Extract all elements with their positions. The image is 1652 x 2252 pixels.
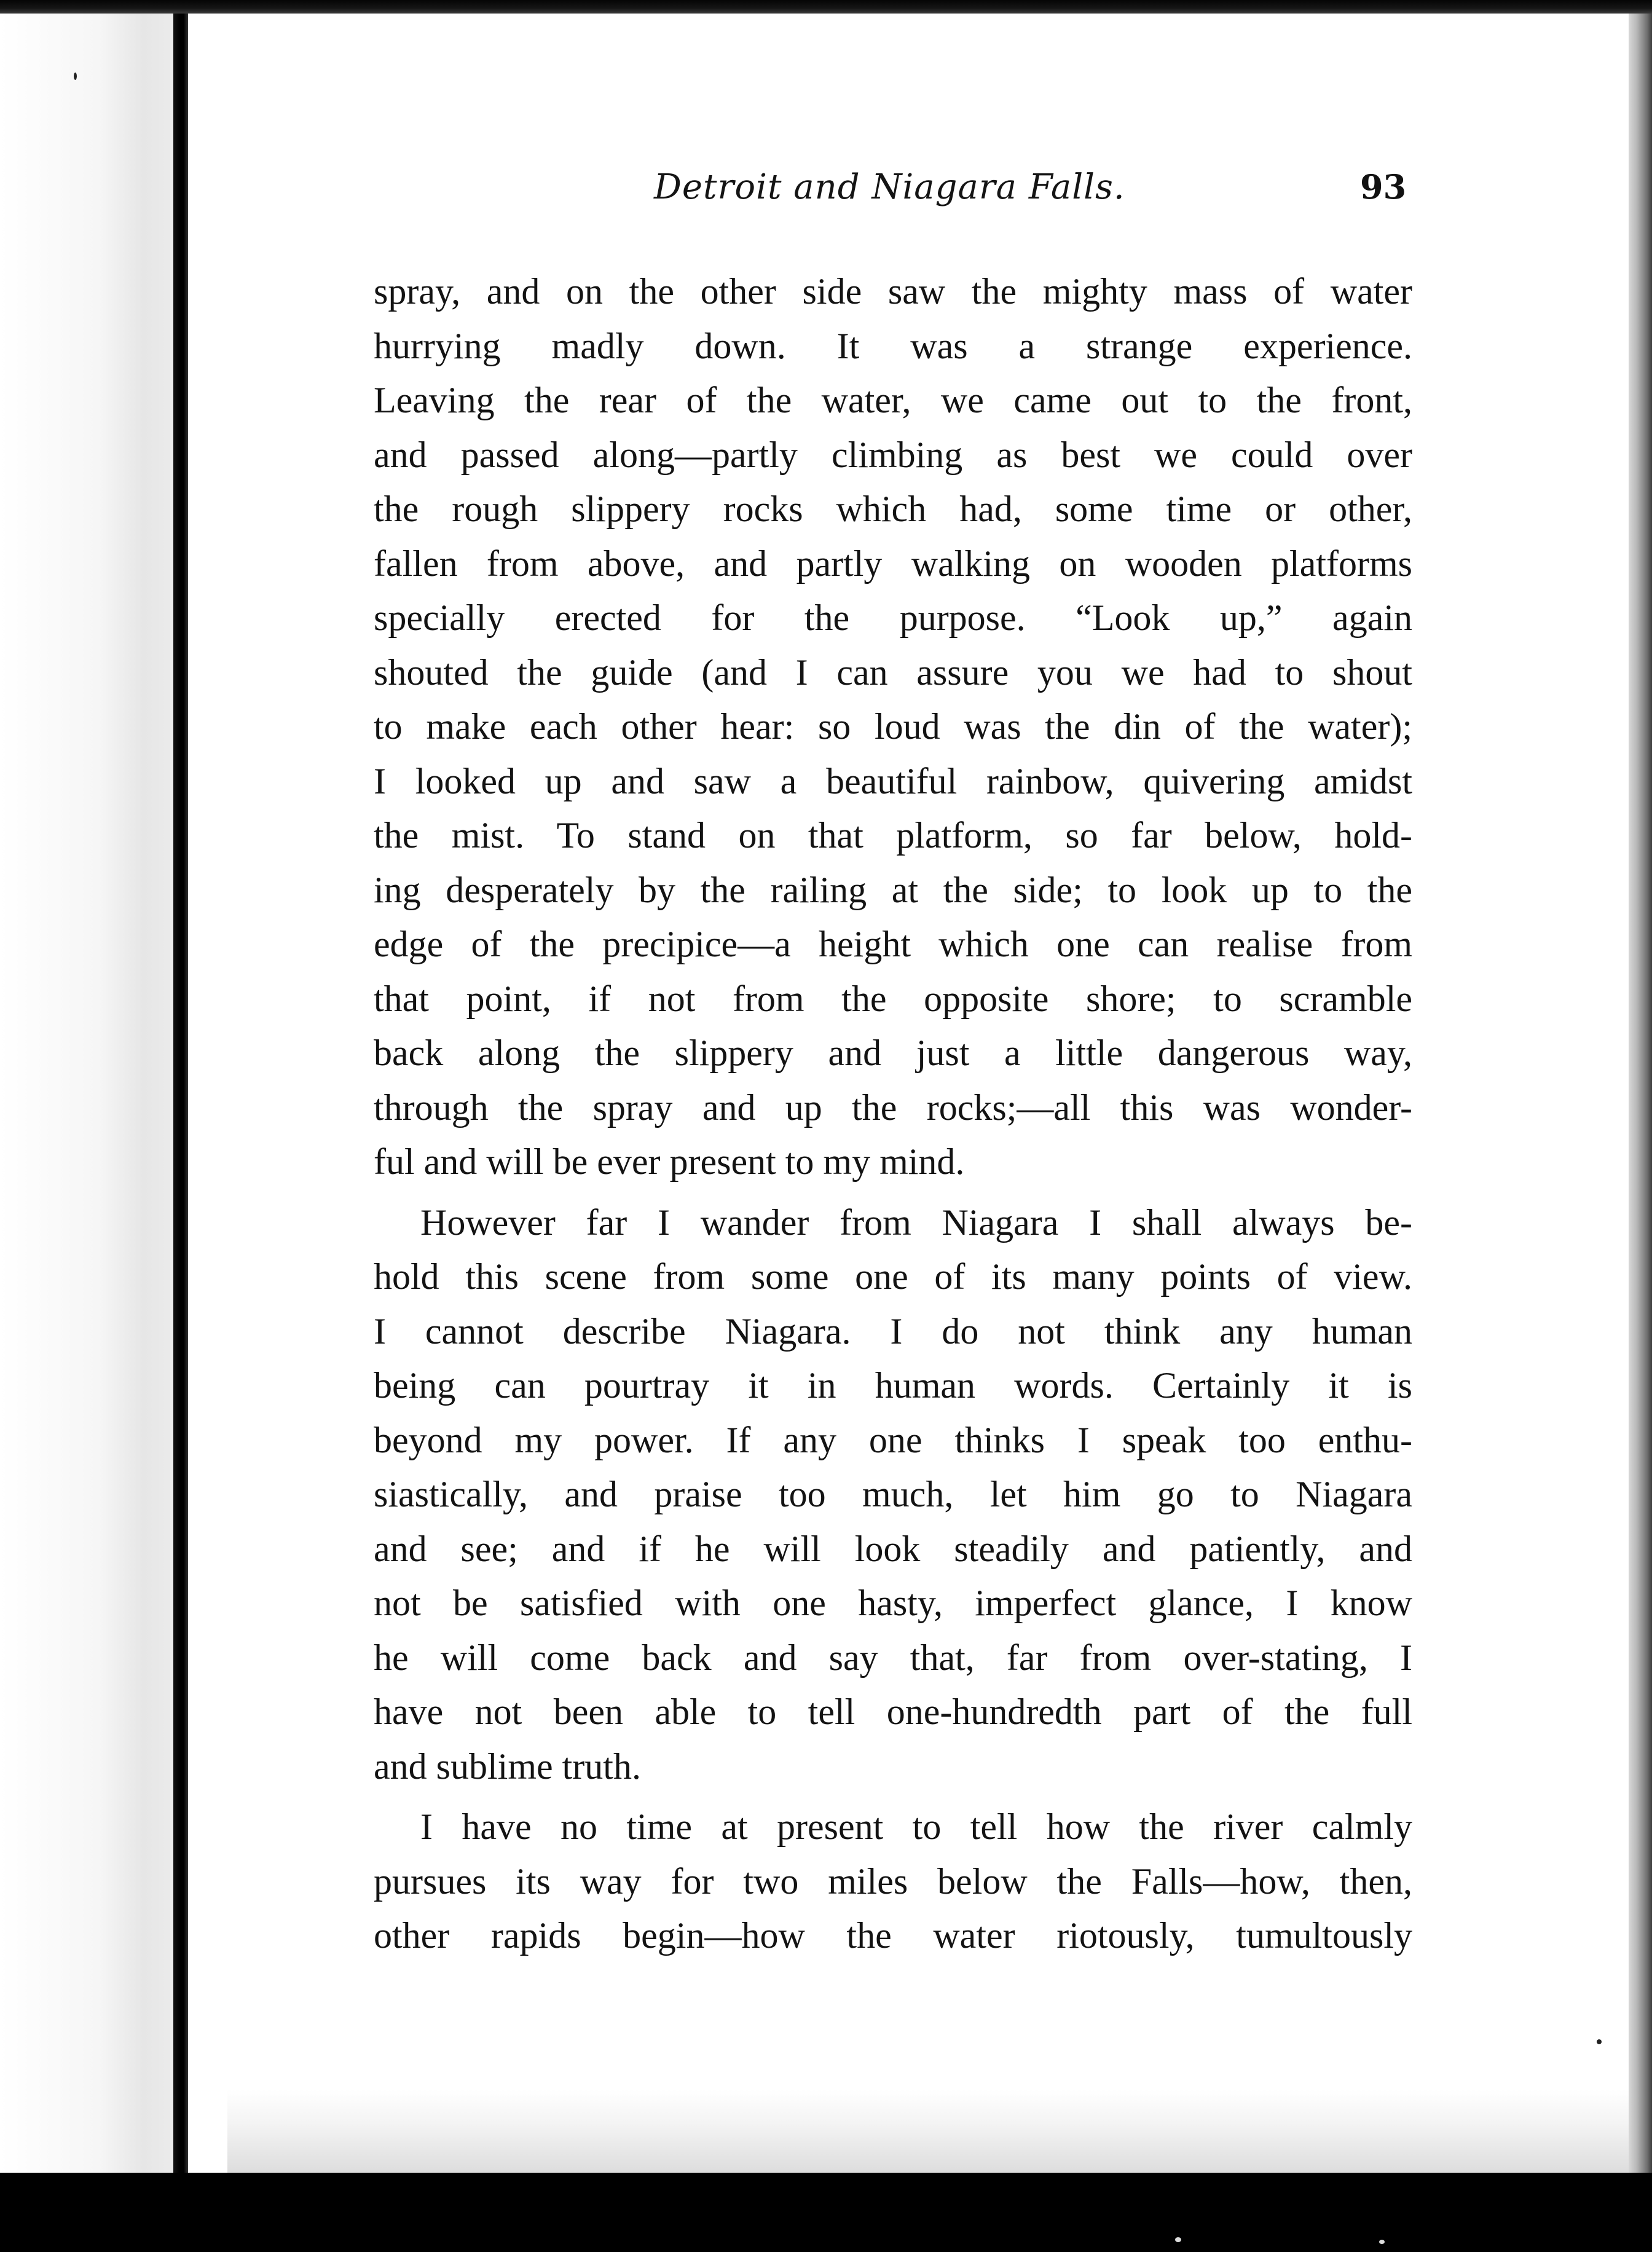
scan-margin-left [0,0,179,2252]
text-line: I looked up and saw a beautiful rainbow, quivering amidst [374,760,1412,801]
page-number: 93 [1360,167,1407,207]
text-line: I have no time at present to tell how the river calmly [420,1806,1412,1847]
page-bottom-shadow [227,2090,1629,2173]
text-line: other rapids begin—how the water riotously, tumultously [374,1915,1412,1956]
paragraph [374,264,1412,1189]
text-line: beyond my power. If any one thinks I speak too enthu- [374,1419,1412,1460]
text-line: not be satisfied with one hasty, imperfect glance, I know [374,1583,1412,1623]
paragraph [374,1800,1412,1963]
scan-speck [74,73,77,80]
scan-speck [1597,2039,1602,2044]
running-head-title: Detroit and Niagara Falls. [654,167,1125,207]
text-line: through the spray and up the rocks;—all this was wonder- [374,1087,1412,1128]
text-line: shouted the guide (and I can assure you we had to shout [374,652,1412,693]
text-line: spray, and on the other side saw the mighty mass of water [374,271,1412,312]
text-line: that point, if not from the opposite shore; to scramble [374,978,1412,1019]
text-line: have not been able to tell one-hundredth part of the full [374,1691,1412,1732]
book-spine-edge [173,0,188,2182]
text-line: Leaving the rear of the water, we came out to the front, [374,380,1412,420]
text-line: and see; and if he will look steadily and patiently, and [374,1528,1412,1569]
text-line: hurrying madly down. It was a strange experience. [374,325,1412,366]
text-line: specially erected for the purpose. “Look up,” again [374,597,1412,638]
text-line: back along the slippery and just a little dangerous way, [374,1033,1412,1073]
text-line: ing desperately by the railing at the side; to look up to the [374,869,1412,910]
scan-speck [1379,2240,1385,2244]
text-line: the rough slippery rocks which had, some time or other, [374,489,1412,529]
text-line: ful and will be ever present to my mind. [374,1141,965,1182]
text-line: to make each other hear: so loud was the din of the water); [374,706,1412,747]
text-line: and sublime truth. [374,1746,641,1787]
text-line: he will come back and say that, far from over-stating, I [374,1637,1412,1678]
paragraph [374,1195,1412,1794]
text-line: pursues its way for two miles below the Falls—how, then, [374,1860,1412,1902]
text-line: edge of the precipice—a height which one can realise from [374,924,1412,964]
body-text [374,264,1412,1963]
scan-bottom-border [0,2173,1652,2252]
text-line: However far I wander from Niagara I shall always be- [420,1202,1412,1243]
page-right-edge [1629,0,1652,2252]
text-line: siastically, and praise too much, let him go to Niagara [374,1474,1412,1514]
text-line: the mist. To stand on that platform, so far below, hold- [374,815,1412,856]
text-line: and passed along—partly climbing as best we could over [374,434,1412,475]
text-line: hold this scene from some one of its many points of view. [374,1256,1412,1297]
scan-top-border [0,0,1652,14]
text-line: I cannot describe Niagara. I do not think any human [374,1310,1412,1352]
text-line: being can pourtray it in human words. Certainly it is [374,1365,1412,1406]
scan-speck [1175,2237,1181,2242]
text-line: fallen from above, and partly walking on wooden platforms [374,543,1412,584]
